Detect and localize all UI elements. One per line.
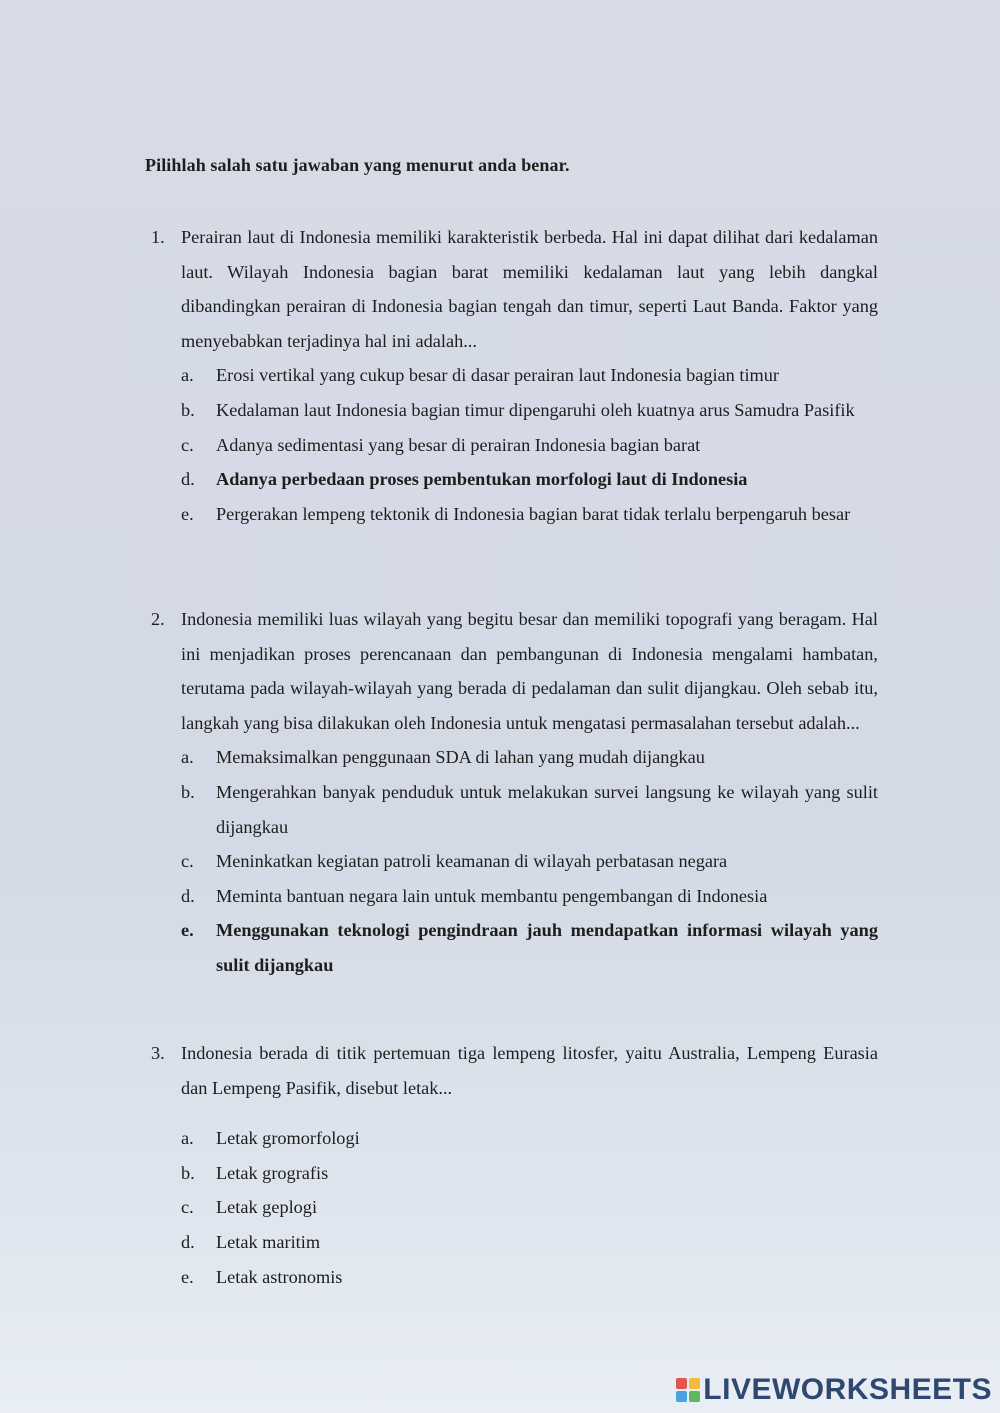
option-letter: d. [181, 885, 195, 906]
question-stem [145, 602, 878, 740]
option-text: Letak geplogi [216, 1197, 318, 1218]
option-letter: a. [181, 1128, 194, 1149]
question-1 [145, 220, 878, 531]
option-text: Letak maritim [216, 1231, 321, 1252]
option-list [145, 358, 878, 531]
logo-mark-cell [676, 1378, 687, 1389]
option-a[interactable] [145, 1121, 878, 1156]
option-text: Memaksimalkan penggunaan SDA di lahan yang mudah dijangkau [216, 747, 705, 768]
option-b[interactable] [145, 775, 878, 844]
option-letter: b. [181, 781, 195, 802]
liveworksheets-logo-icon [676, 1378, 700, 1402]
option-text: Kedalaman laut Indonesia bagian timur dipengaruhi oleh kuatnya arus Samudra Pasifik [216, 399, 855, 420]
question-text: Indonesia berada di titik pertemuan tiga lempeng litosfer, yaitu Australia, Lempeng Eurasia dan Lempeng Pasifik, disebut letak... [181, 1043, 878, 1098]
logo-text: LIVEWORKSHEETS [703, 1373, 992, 1406]
question-text: Perairan laut di Indonesia memiliki karakteristik berbeda. Hal ini dapat dilihat dari kedalaman laut. Wilayah Indonesia bagian barat memiliki kedalaman laut yang lebih dangkal dibandingkan perairan di Indonesia bagian tengah dan timur, seperti Laut Banda. Faktor yang menyebabkan terjadinya hal ini adalah... [181, 227, 878, 351]
logo-mark-cell [676, 1391, 687, 1402]
option-text: Meminta bantuan negara lain untuk membantu pengembangan di Indonesia [216, 885, 768, 906]
option-letter: c. [181, 851, 194, 872]
question-3 [145, 1036, 878, 1294]
question-number: 3. [151, 1043, 165, 1063]
option-text: Mengerahkan banyak penduduk untuk melakukan survei langsung ke wilayah yang sulit dijangkau [216, 781, 878, 837]
option-letter: e. [181, 920, 194, 941]
option-d[interactable] [145, 1225, 878, 1260]
option-letter: c. [181, 434, 194, 455]
option-e[interactable] [145, 1260, 878, 1295]
option-b[interactable] [145, 393, 878, 428]
logo-mark-cell [689, 1378, 700, 1389]
question-text: Indonesia memiliki luas wilayah yang begitu besar dan memiliki topografi yang beragam. Hal ini menjadikan proses perencanaan dan pembangunan di Indonesia mengalami hambatan, terutama pada wilayah-wilayah yang berada di pedalaman dan sulit dijangkau. Oleh sebab itu, langkah yang bisa dilakukan oleh Indonesia untuk mengatasi permasalahan tersebut adalah... [181, 609, 878, 733]
liveworksheets-logo[interactable] [676, 1371, 992, 1409]
question-number: 2. [151, 609, 165, 629]
option-text: Adanya perbedaan proses pembentukan morfologi laut di Indonesia [216, 469, 748, 490]
option-text: Letak gromorfologi [216, 1128, 360, 1149]
option-text: Erosi vertikal yang cukup besar di dasar perairan laut Indonesia bagian timur [216, 365, 779, 386]
option-letter: b. [181, 399, 195, 420]
option-c[interactable] [145, 428, 878, 463]
option-list [145, 1121, 878, 1294]
option-text: Adanya sedimentasi yang besar di perairan Indonesia bagian barat [216, 434, 701, 455]
option-letter: e. [181, 1266, 194, 1287]
question-stem [145, 220, 878, 358]
option-letter: a. [181, 365, 194, 386]
option-d-correct[interactable] [145, 462, 878, 497]
option-letter: e. [181, 503, 194, 524]
option-list [145, 740, 878, 982]
option-d[interactable] [145, 879, 878, 914]
question-2 [145, 602, 878, 983]
option-b[interactable] [145, 1156, 878, 1191]
option-a[interactable] [145, 740, 878, 775]
option-c[interactable] [145, 1190, 878, 1225]
option-text: Letak astronomis [216, 1266, 343, 1287]
option-letter: d. [181, 1231, 195, 1252]
option-text: Pergerakan lempeng tektonik di Indonesia bagian barat tidak terlalu berpengaruh besar [216, 503, 851, 524]
option-letter: c. [181, 1197, 194, 1218]
logo-mark-cell [689, 1391, 700, 1402]
option-letter: d. [181, 469, 195, 490]
option-letter: a. [181, 747, 194, 768]
option-a[interactable] [145, 358, 878, 393]
option-text: Menggunakan teknologi pengindraan jauh mendapatkan informasi wilayah yang sulit dijangkau [216, 920, 878, 975]
option-text: Letak grografis [216, 1162, 329, 1183]
option-c[interactable] [145, 844, 878, 879]
option-e[interactable] [145, 497, 878, 532]
instruction-text: Pilihlah salah satu jawaban yang menurut anda benar. [145, 155, 570, 175]
question-number: 1. [151, 227, 165, 247]
option-text: Meninkatkan kegiatan patroli keamanan di wilayah perbatasan negara [216, 851, 728, 872]
option-letter: b. [181, 1162, 195, 1183]
option-e-correct[interactable] [145, 913, 878, 982]
question-stem [145, 1036, 878, 1105]
